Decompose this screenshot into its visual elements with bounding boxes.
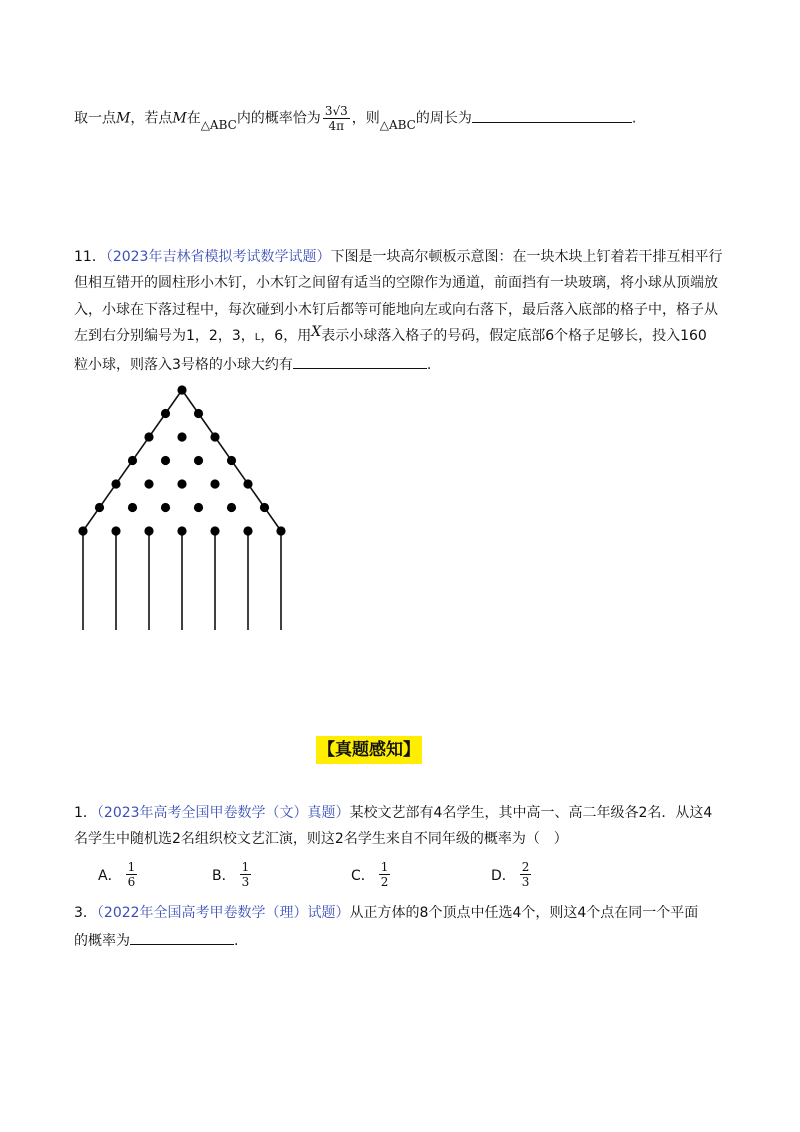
peg: [210, 526, 219, 535]
peg: [95, 503, 104, 512]
option-label: C．: [351, 867, 375, 884]
peg: [161, 409, 170, 418]
peg: [128, 456, 137, 465]
peg: [128, 503, 137, 512]
peg: [227, 503, 236, 512]
peg: [194, 409, 203, 418]
question-number: 3．: [74, 905, 97, 921]
question-text: ，6，用: [260, 328, 312, 344]
question-number: 1．: [74, 805, 97, 821]
peg: [144, 432, 153, 441]
point-m: M: [116, 110, 131, 127]
option-fraction: [520, 860, 532, 889]
fraction-denominator: 6: [127, 875, 136, 889]
peg: [194, 503, 203, 512]
question-text: 从正方体的8个顶点中任选4个，则这4个点在同一个平面: [349, 905, 699, 921]
q11-line-2: [74, 272, 718, 294]
question-text: 名学生中随机选2名组织校文艺汇演，则这2名学生来自不同年级的概率为（ ）: [74, 831, 568, 847]
peg: [276, 526, 285, 535]
question-text: 下图是一块高尔顿板示意图：在一块木块上钉着若干排互相平行: [330, 249, 723, 265]
period: .: [234, 933, 239, 949]
fraction-denominator: 3: [521, 875, 530, 889]
answer-blank[interactable]: [293, 354, 427, 369]
question-text: 入，小球在下落过程中，每次碰到小木钉后都等可能地向左或向右落下，最后落入底部的格子中，格子从: [74, 302, 718, 318]
fraction-numerator: 2: [521, 860, 530, 874]
q11-line-5: [74, 354, 431, 376]
peg: [227, 456, 236, 465]
variable-x: X: [311, 324, 322, 340]
question-source: （2023年高考全国甲卷数学（文）真题）: [96, 805, 350, 821]
point-m: M: [172, 110, 187, 127]
q10-tail-line: [74, 104, 636, 133]
question-source: （2023年吉林省模拟考试数学试题）: [105, 249, 331, 265]
period: .: [631, 110, 637, 127]
question-text: 左到右分别编号为1，2，3，: [74, 328, 255, 344]
question-number: 11．: [74, 249, 106, 265]
period: .: [426, 357, 432, 373]
peg: [111, 479, 120, 488]
galton-board-figure: [76, 380, 296, 630]
q3-line-2: [74, 930, 238, 952]
peg: [260, 503, 269, 512]
fraction-numerator: 1: [127, 860, 136, 874]
option-c[interactable]: [351, 860, 390, 889]
peg: [144, 526, 153, 535]
peg: [177, 432, 186, 441]
probability-fraction: [323, 104, 350, 133]
question-text: 但相互错开的圆柱形小木钉，小木钉之间留有适当的空隙作为通道，前面挡有一块玻璃，将小球从顶端放: [74, 275, 718, 291]
q3-line-1: [74, 902, 698, 924]
peg: [111, 526, 120, 535]
fraction-denominator: 3: [241, 875, 250, 889]
fraction-denominator: 4π: [328, 119, 345, 133]
option-fraction: [126, 860, 138, 889]
option-label: A．: [98, 867, 122, 884]
question-text: 某校文艺部有4名学生，其中高一、高二年级各2名．从这4: [349, 805, 713, 821]
q11-line-3: [74, 299, 718, 321]
question-source: （2022年全国高考甲卷数学（理）试题）: [96, 905, 350, 921]
q10-text: ，则: [351, 110, 380, 127]
question-text: 粒小球，则落入3号格的小球大约有: [74, 357, 293, 373]
galton-board-pegs: [78, 385, 285, 535]
peg: [161, 503, 170, 512]
peg: [144, 479, 153, 488]
peg: [194, 456, 203, 465]
section-heading: 【真题感知】: [316, 736, 422, 764]
q11-line-1: [74, 246, 722, 268]
fraction-numerator: 3√3: [324, 104, 348, 118]
option-a[interactable]: [98, 860, 137, 889]
fraction-numerator: 1: [380, 860, 389, 874]
triangle-abc: △ABC: [379, 117, 416, 132]
question-text: 的概率为: [74, 933, 130, 949]
option-fraction: [240, 860, 252, 889]
question-text: 表示小球落入格子的号码，假定底部6个格子足够长，投入160: [321, 328, 707, 344]
option-b[interactable]: [212, 860, 251, 889]
option-label: B．: [212, 867, 236, 884]
q1-line-2: [74, 828, 568, 850]
fraction-denominator: 2: [380, 875, 389, 889]
peg: [210, 479, 219, 488]
ellipsis-symbol: L: [254, 332, 261, 343]
peg: [177, 385, 186, 394]
peg: [210, 432, 219, 441]
peg: [161, 456, 170, 465]
q10-text: ，若点: [130, 110, 173, 127]
galton-board-outline: [83, 390, 281, 630]
q11-line-4: [74, 325, 707, 349]
q10-text: 内的概率恰为: [236, 110, 321, 127]
answer-blank[interactable]: [472, 108, 632, 123]
q10-text: 的周长为: [415, 110, 472, 127]
q10-text: 取一点: [74, 110, 116, 127]
option-label: D．: [491, 867, 516, 884]
fraction-numerator: 1: [241, 860, 250, 874]
q1-line-1: [74, 802, 712, 824]
peg: [243, 526, 252, 535]
option-d[interactable]: [491, 860, 531, 889]
peg: [78, 526, 87, 535]
triangle-abc: △ABC: [200, 117, 237, 132]
peg: [177, 479, 186, 488]
option-fraction: [379, 860, 391, 889]
peg: [177, 526, 186, 535]
answer-blank[interactable]: [130, 930, 234, 945]
peg: [243, 479, 252, 488]
q10-text: 在: [186, 110, 201, 127]
